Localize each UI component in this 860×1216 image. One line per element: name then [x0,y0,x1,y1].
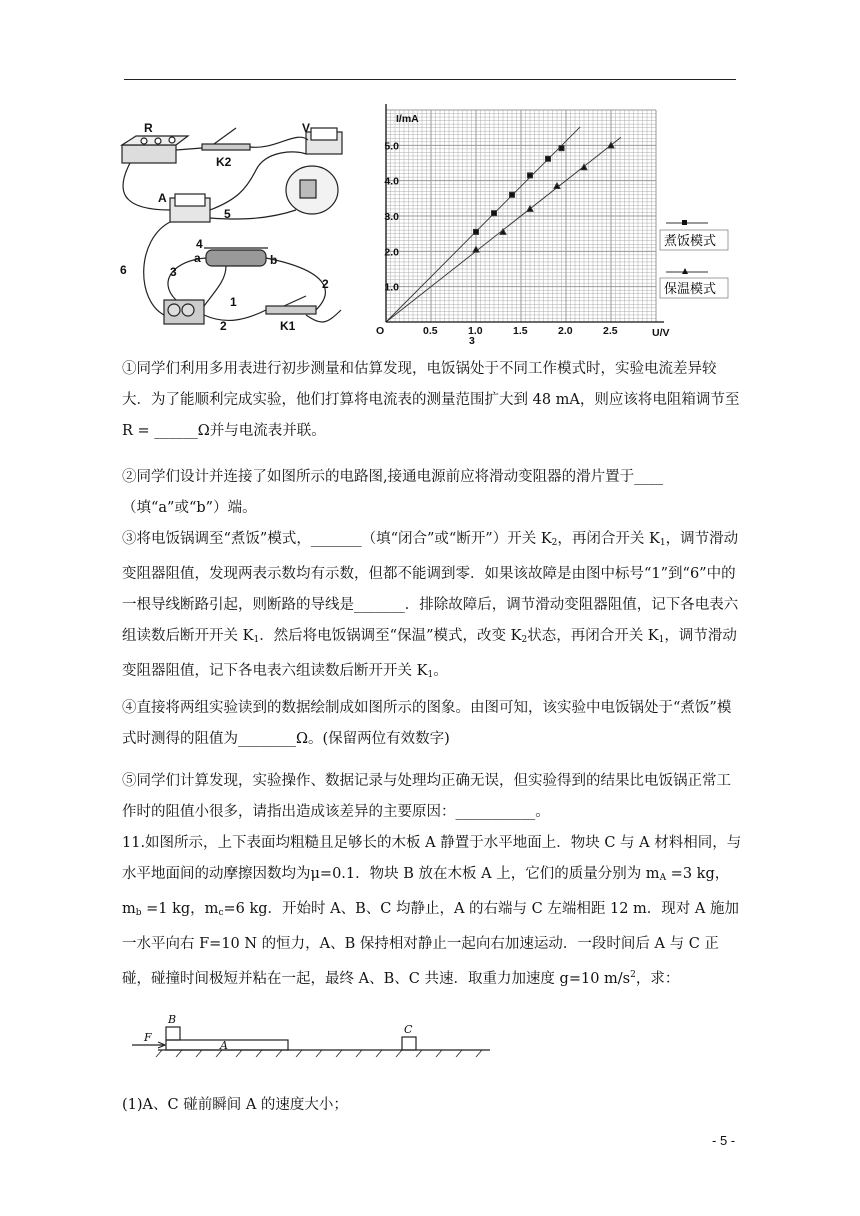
q3-sub-1c: 1 [658,635,665,645]
q3-sub-2: 2 [551,538,558,548]
circuit-diagram [116,110,348,335]
label-A-board: A [220,1039,228,1052]
question-1: ①同学们利用多用表进行初步测量和估算发现，电饭锅处于不同工作模式时，实验电流差异较大．为了能顺利完成实验，他们打算将电流表的测量范围扩大到 48 mA，则应该将电阻箱调节至 R = ______Ω并与电流表并联。 [122,361,740,439]
cook-point [528,173,533,178]
question-3 [122,524,742,691]
p11-sup-2: 2 [630,970,636,980]
label-K1: K1 [280,319,296,333]
label-F: F [144,1031,152,1044]
q3-sub-1d: 1 [427,670,434,680]
p11-sub-A: A [659,873,667,883]
y-tick-label: 2.0 [384,246,399,259]
label-V: V [302,121,311,135]
cook-point [559,146,564,151]
label-K2: K2 [216,155,232,169]
label-1: 1 [230,295,237,309]
y-tick-label: 1.0 [384,281,399,294]
q3-part-e: 状态，再闭合开关 K [527,628,659,644]
label-3: 3 [170,265,177,279]
q3-sub-1: 1 [659,538,666,548]
label-b: b [270,253,278,267]
cook-point [474,229,479,234]
legend [660,220,728,298]
legend-warm-label: 保温模式 [664,282,717,297]
label-4: 4 [196,237,203,251]
block-figure [128,1005,508,1075]
label-5: 5 [224,207,231,221]
q3-part-f: ，调节滑动变阻器阻值，记下各电表六组读数后断开开关 K [122,628,737,679]
graph-origin: O [376,325,385,337]
q3-part-d: ．然后将电饭锅调至“保温”模式，改变 K [259,628,522,644]
q3-part-a: ③将电饭锅调至“煮饭”模式，_______（填“闭合”或“断开”）开关 K [122,531,552,547]
q3-part-g: 。 [433,663,448,679]
graph-ylabel: I/mA [396,113,419,125]
p11-part-c: =1 kg，m [141,901,219,917]
x-tick-label: 1.5 [513,325,528,337]
sub-question-1: (1)A、C 碰前瞬间 A 的速度大小； [122,1097,348,1113]
x-tick-label: 1.0 [468,325,483,337]
x-tick-label: 0.5 [423,325,438,337]
graph-xlabel: U/V [652,327,670,339]
question-2: ②同学们设计并连接了如图所示的电路图,接通电源前应将滑动变阻器的滑片置于____（填“a”或“b”）端。 [122,469,664,516]
x-tick-label: 2.0 [558,325,573,337]
cook-point [492,211,497,216]
cook-point [510,192,515,197]
label-B: B [168,1013,177,1026]
block-C [402,1037,416,1050]
legend-cook-label: 煮饭模式 [664,234,717,249]
problem-11 [122,828,742,995]
y-tick-label: 5.0 [384,140,399,153]
label-2b: 2 [220,319,227,333]
q3-part-b: ，再闭合开关 K [557,531,660,547]
p11-part-d: =6 kg．开始时 A、B、C 均静止，A 的右端与 C 左端相距 12 m．现对 A 施加一水平向右 F=10 N 的恒力，A、B 保持相对静止一起向右加速运动．一段时间后 A 与 C 正碰，碰撞时间极短并粘在一起，最终 A、B、C 共速．取重力加速度 g=10 m/s [122,901,739,987]
p11-part-b: =3 kg，m [122,866,730,917]
y-tick-label: 4.0 [384,175,399,188]
p11-part-e: ，求： [635,971,680,987]
iu-graph [370,100,730,350]
cook-point [546,156,551,161]
graph-below-x: 3 [469,335,475,347]
label-2a: 2 [322,277,329,291]
p11-sub-c: c [218,908,224,918]
q3-part-c: ，调节滑动变阻器阻值，发现两表示数均有示数，但都不能调到零．如果该故障是由图中标号“1”到“6”中的一根导线断路引起，则断路的导线是_______．排除故障后，调节滑动变阻器阻值，记下各电表六组读数后断开开关 K [122,531,739,644]
label-A: A [158,191,167,205]
q3-sub-1b: 1 [253,635,260,645]
label-a: a [194,251,201,265]
question-4: ④直接将两组实验读到的数据绘制成如图所示的图象。由图可知，该实验中电饭锅处于“煮饭”模式时测得的阻值为________Ω。(保留两位有效数字) [122,700,732,747]
label-R: R [144,121,153,135]
p11-part-a: 11.如图所示，上下表面均粗糙且足够长的木板 A 静置于水平地面上．物块 C 与 A 材料相同，与水平地面间的动摩擦因数均为μ=0.1．物块 B 放在木板 A 上，它们的质量分别为 m [122,835,742,882]
header-rule [124,79,736,80]
question-5: ⑤同学们计算发现，实验操作、数据记录与处理均正确无误，但实验得到的结果比电饭锅正常工作时的阻值小很多，请指出造成该差异的主要原因：___________。 [122,773,731,820]
y-tick-label: 3.0 [384,211,399,223]
cook-fit-line [386,127,580,322]
q3-sub-2b: 2 [521,635,528,645]
label-6: 6 [120,263,127,277]
page-number: - 5 - [712,1133,736,1148]
x-tick-label: 2.5 [603,325,618,337]
label-C: C [404,1023,413,1036]
block-B [166,1027,180,1040]
p11-sub-b: b [135,908,142,918]
